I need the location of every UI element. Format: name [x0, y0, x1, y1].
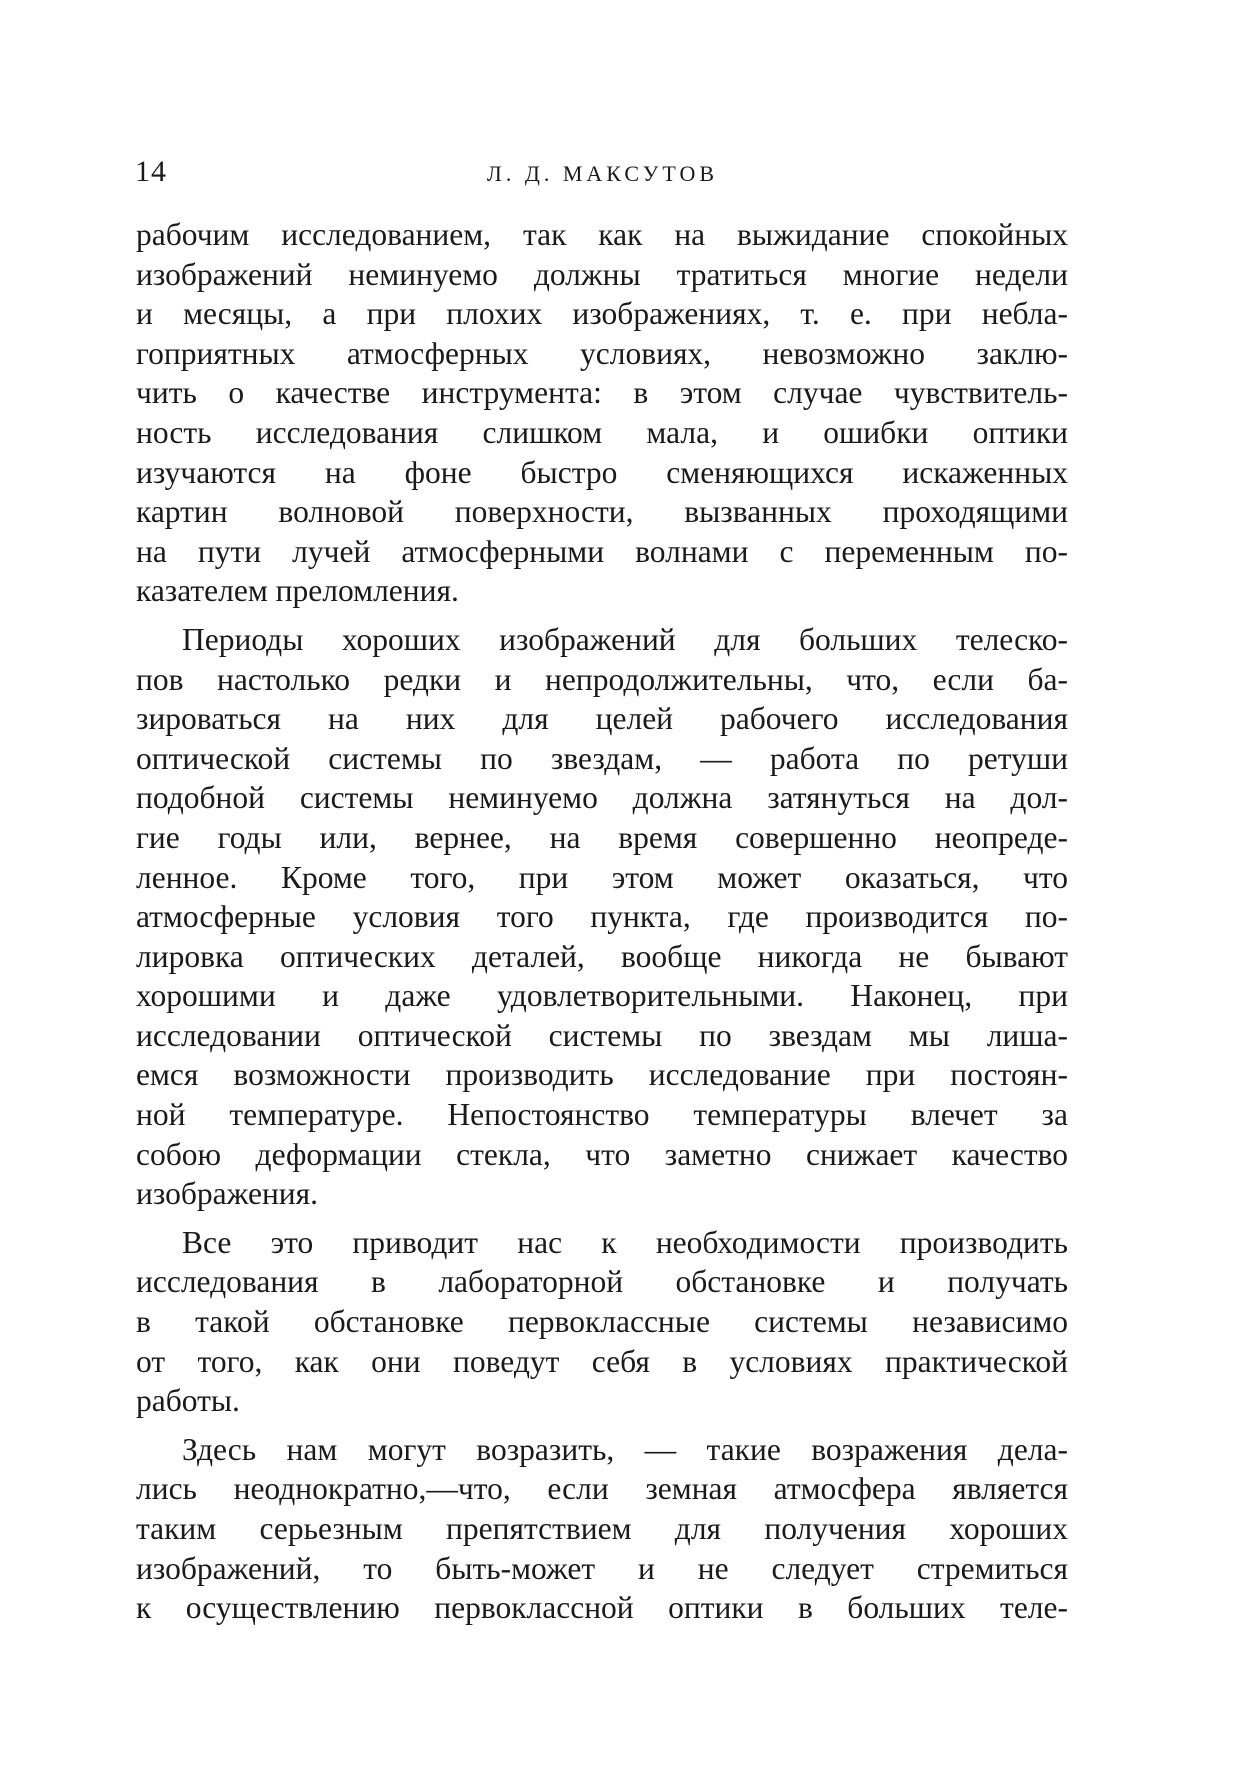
- text-line: от того, как они поведут себя в условиях практической: [136, 1343, 1068, 1379]
- text-line: изображений, то быть-может и не следует стремиться: [136, 1550, 1068, 1586]
- text-line: исследовании оптической системы по звездам мы лиша-: [136, 1017, 1068, 1053]
- text-line: изображения.: [136, 1176, 319, 1212]
- text-line: исследования в лабораторной обстановке и получать: [136, 1264, 1068, 1300]
- text-line: чить о качестве инструмента: в этом случае чувствитель-: [136, 375, 1068, 411]
- text-line: зироваться на них для целей рабочего исследования: [136, 701, 1068, 737]
- text-line: работы.: [136, 1383, 240, 1419]
- page-header: [135, 155, 1070, 195]
- text-line: казателем преломления.: [136, 573, 459, 609]
- text-line: гоприятных атмосферных условиях, невозможно заклю-: [136, 335, 1068, 371]
- text-line: изучаются на фоне быстро сменяющихся искаженных: [136, 454, 1068, 490]
- text-line: Все это приводит нас к необходимости производить: [182, 1224, 1068, 1260]
- text-line: подобной системы неминуемо должна затянуться на дол-: [136, 780, 1068, 816]
- paragraph-1: [136, 215, 1068, 611]
- text-line: ленное. Кроме того, при этом может оказаться, что: [136, 859, 1068, 895]
- text-line: к осуществлению первоклассной оптики в больших теле-: [136, 1590, 1068, 1626]
- text-line: оптической системы по звездам, — работа по ретуши: [136, 740, 1068, 776]
- paragraph-2: [136, 620, 1068, 1214]
- text-line: Здесь нам могут возразить, — такие возражения дела-: [182, 1431, 1068, 1467]
- page-number: 14: [135, 155, 167, 188]
- text-line: гие годы или, вернее, на время совершенно неопреде-: [136, 819, 1068, 855]
- text-line: емся возможности производить исследование при постоян-: [136, 1057, 1068, 1093]
- text-line: ность исследования слишком мала, и ошибки оптики: [136, 414, 1068, 450]
- text-line: изображений неминуемо должны тратиться многие недели: [136, 256, 1068, 292]
- body-text: [136, 215, 1068, 1628]
- text-line: ной температуре. Непостоянство температуры влечет за: [136, 1097, 1068, 1133]
- text-line: и месяцы, а при плохих изображениях, т. е. при небла-: [136, 296, 1068, 332]
- text-line: Периоды хороших изображений для больших телеско-: [182, 621, 1068, 657]
- paragraph-3: [136, 1223, 1068, 1421]
- paragraph-4: [136, 1430, 1068, 1628]
- text-line: собою деформации стекла, что заметно снижает качество: [136, 1136, 1068, 1172]
- text-line: таким серьезным препятствием для получения хороших: [136, 1511, 1068, 1546]
- text-line: лись неоднократно,—что, если земная атмосфера является: [136, 1471, 1068, 1507]
- text-line: рабочим исследованием, так как на выжидание спокойных: [136, 217, 1068, 252]
- text-line: хорошими и даже удовлетворительными. Наконец, при: [136, 978, 1068, 1014]
- running-head: Л. Д. МАКСУТОВ: [486, 161, 719, 186]
- text-line: картин волновой поверхности, вызванных проходящими: [136, 494, 1068, 530]
- text-line: на пути лучей атмосферными волнами с переменным по-: [136, 533, 1068, 569]
- text-line: атмосферные условия того пункта, где производится по-: [136, 899, 1068, 935]
- text-line: пов настолько редки и непродолжительны, что, если ба-: [136, 661, 1068, 697]
- text-line: лировка оптических деталей, вообще никогда не бывают: [136, 938, 1068, 974]
- text-line: в такой обстановке первоклассные системы независимо: [136, 1304, 1068, 1340]
